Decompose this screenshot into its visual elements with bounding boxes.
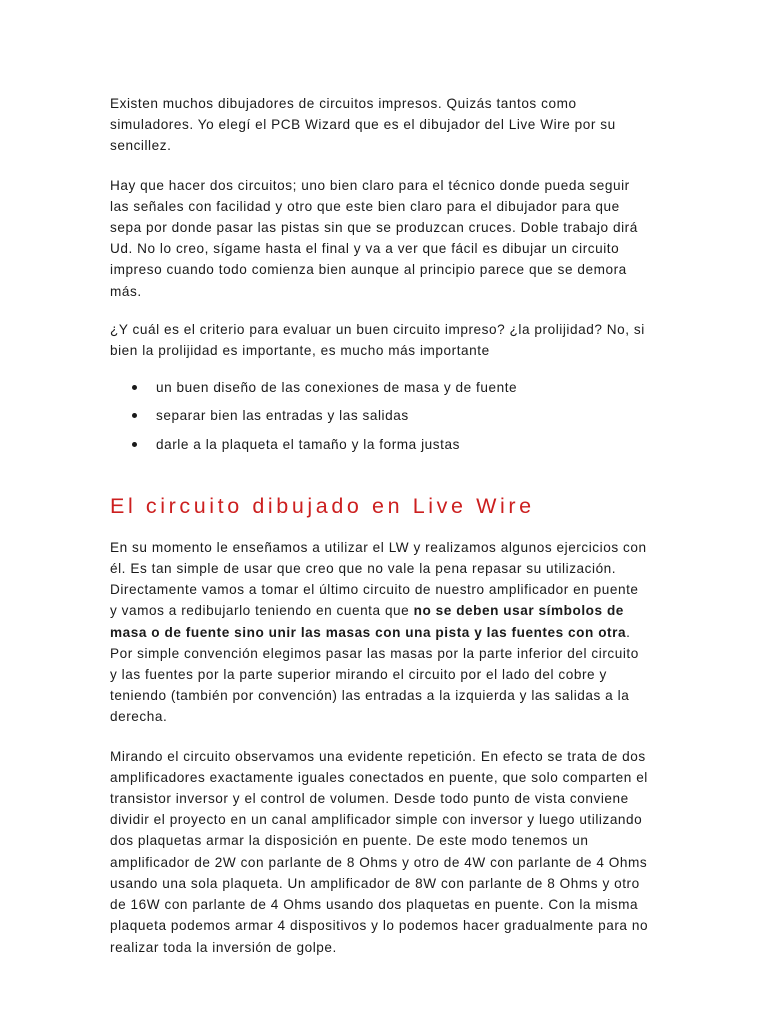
list-item xyxy=(110,377,650,398)
emphasis-text: no se deben usar símbolos de masa o de fuente sino unir las masas con una pista y las fuentes con otra xyxy=(110,603,627,640)
two-circuits-paragraph: Hay que hacer dos circuitos; uno bien claro para el técnico donde pueda seguir las señales con facilidad y otro que este bien claro para el dibujador para que sepa por donde pasar las pistas sin que se produzcan cruces. Doble trabajo dirá Ud. No lo creo, sígame hasta el final y va a ver que fácil es dibujar un circuito impreso cuando todo comienza bien aunque al principio parece que se demora más. xyxy=(110,177,638,299)
list-item-text: un buen diseño de las conexiones de masa y de fuente xyxy=(156,380,518,396)
repetition-paragraph: Mirando el circuito observamos una evidente repetición. En efecto se trata de dos amplificadores exactamente iguales conectados en puente, que solo comparten el transistor inversor y el control de volumen. Desde todo punto de vista conviene dividir el proyecto en un canal amplificador simple con inversor y luego utilizando dos plaquetas armar la disposición en puente. De este modo tenemos un amplificador de 2W con parlante de 8 Ohms y otro de 4W con parlante de 4 Ohms usando una sola plaqueta. Un amplificador de 8W con parlante de 8 Ohms y otro de 16W con parlante de 4 Ohms usando dos plaquetas en puente. Con la misma plaqueta podemos armar 4 dispositivos y lo podemos hacer gradualmente para no realizar toda la inversión de golpe. xyxy=(110,748,649,955)
paragraph-text-start: En su momento le enseñamos a utilizar el LW y realizamos algunos ejercicios con él. Es tan simple de usar que creo que no vale la pena repasar su utilización. Directamente vamos a tomar el último circuito de nuestro amplificador en puente y vamos a redibujarlo teniendo en cuenta que xyxy=(110,539,647,619)
criteria-list xyxy=(110,377,650,455)
document-body xyxy=(110,93,650,958)
paragraph-text-end: . Por simple convención elegimos pasar las masas por la parte inferior del circuito y las fuentes por la parte superior mirando el circuito por el lado del cobre y teniendo (también por convención) las entradas a la izquierda y las salidas a la derecha. xyxy=(110,624,639,725)
live-wire-paragraph xyxy=(110,537,650,728)
section-heading: El circuito dibujado en Live Wire xyxy=(110,493,535,518)
criteria-paragraph: ¿Y cuál es el criterio para evaluar un buen circuito impreso? ¿la prolijidad? No, si bien la prolijidad es importante, es mucho más importante xyxy=(110,321,645,359)
list-item-text: separar bien las entradas y las salidas xyxy=(156,408,409,424)
list-item xyxy=(110,405,650,426)
bullet-icon xyxy=(132,385,137,390)
bullet-icon xyxy=(132,442,137,447)
list-item-text: darle a la plaqueta el tamaño y la forma justas xyxy=(156,436,460,452)
list-item xyxy=(110,434,650,455)
bullet-icon xyxy=(132,413,137,418)
intro-paragraph: Existen muchos dibujadores de circuitos impresos. Quizás tantos como simuladores. Yo elegí el PCB Wizard que es el dibujador del Live Wire por su sencillez. xyxy=(110,96,616,154)
